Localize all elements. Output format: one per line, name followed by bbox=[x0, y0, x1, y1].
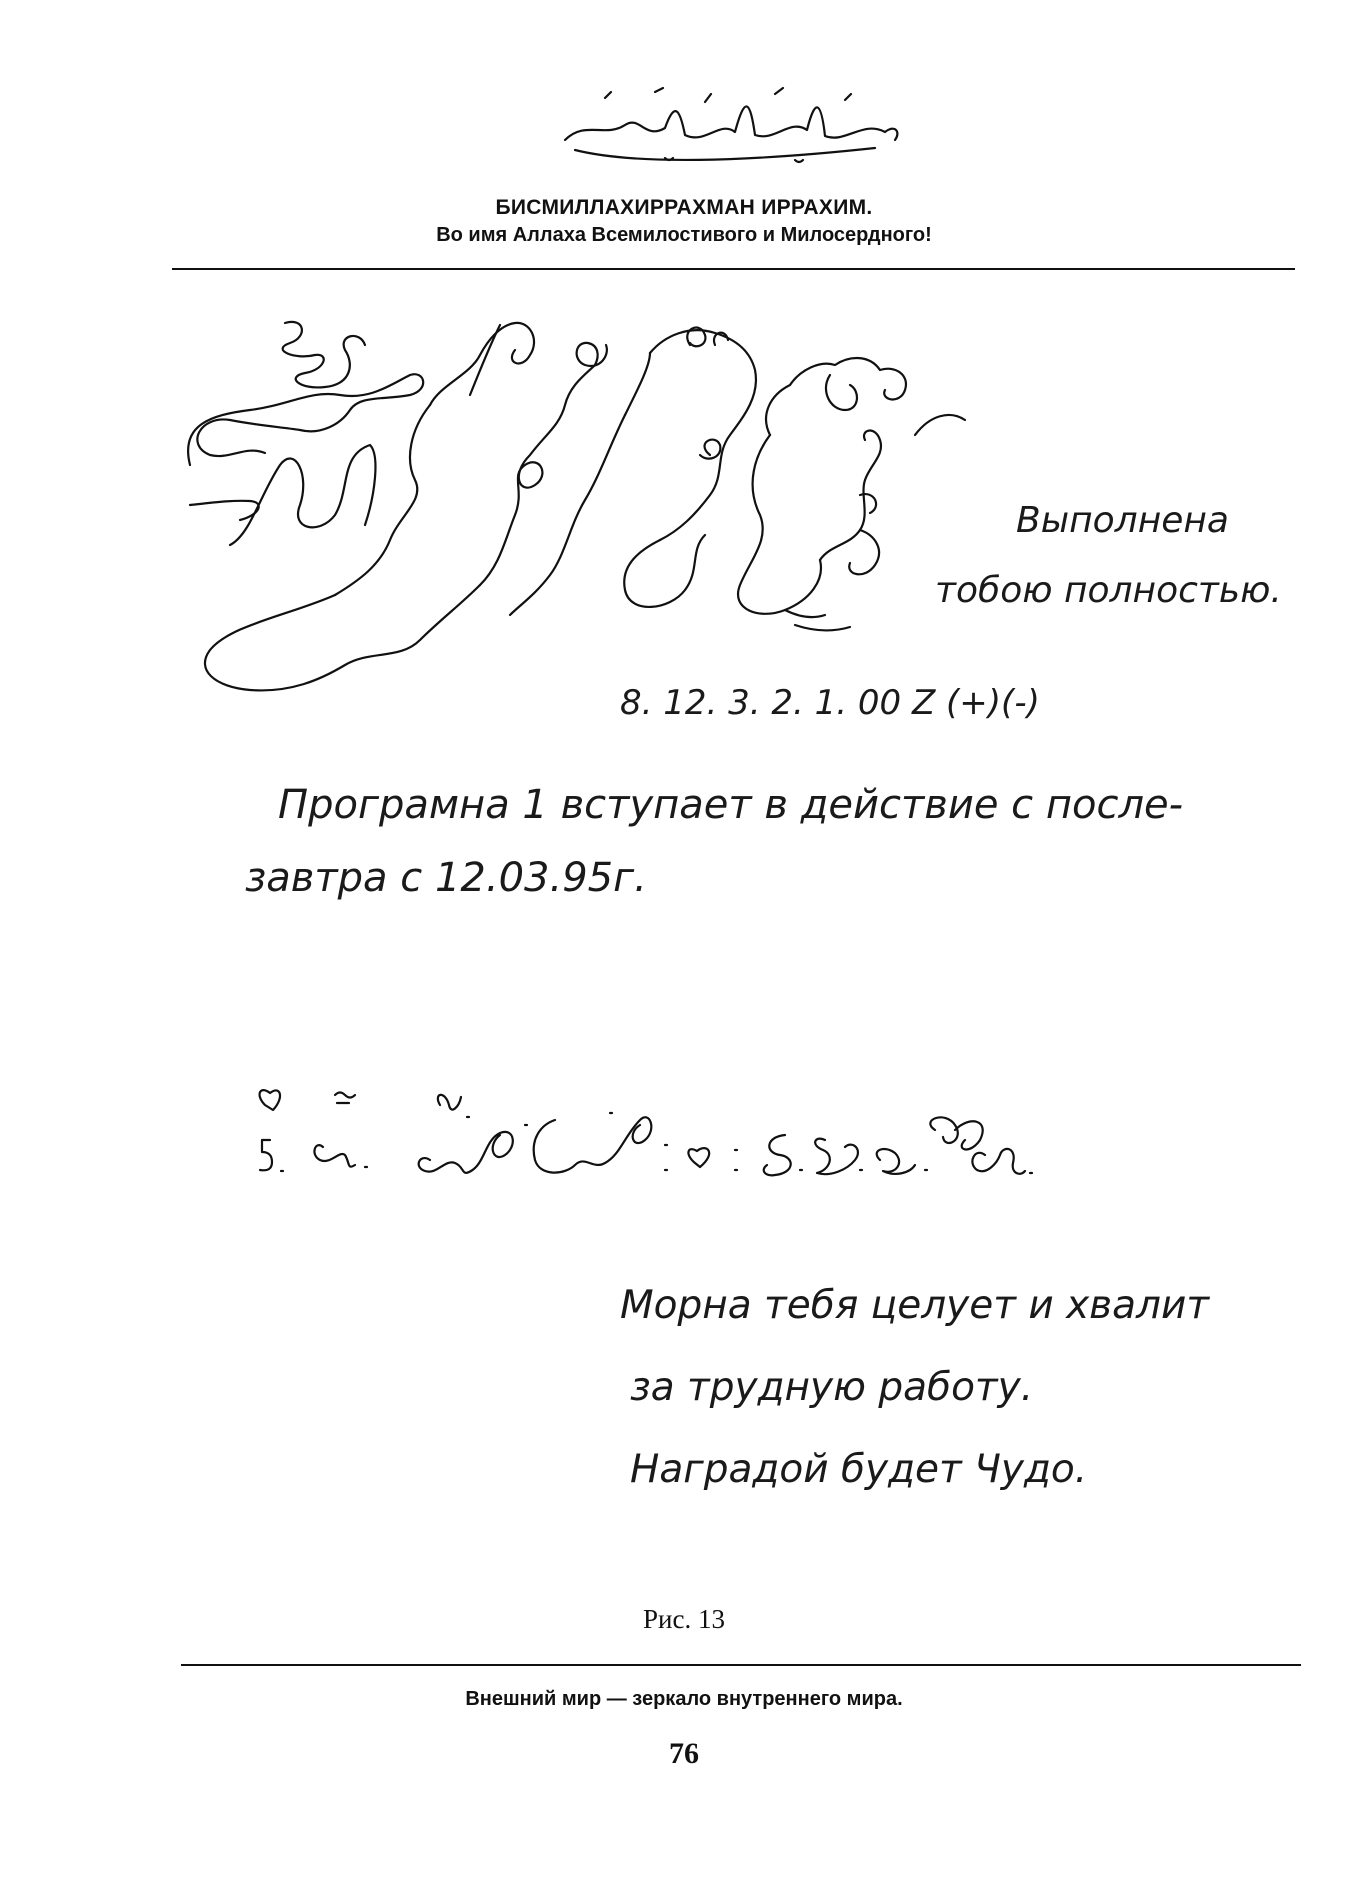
scribble-drawing bbox=[170, 315, 970, 700]
signoff-line2: за трудную работу. bbox=[630, 1365, 1034, 1410]
calligraphy-drawing bbox=[545, 80, 915, 172]
symbol-script bbox=[255, 1085, 1085, 1195]
program-line1: Програмна 1 вступает в действие с после- bbox=[278, 782, 1184, 828]
symbol-strokes bbox=[255, 1085, 1085, 1195]
signoff-line3: Наградой будет Чудо. bbox=[630, 1447, 1088, 1492]
footer-divider bbox=[181, 1664, 1301, 1666]
scribble-strokes bbox=[170, 315, 970, 700]
header-translation: Во имя Аллаха Всемилостивого и Милосердного! bbox=[436, 224, 932, 246]
header-divider bbox=[172, 268, 1295, 270]
figure-caption: Рис. 13 bbox=[643, 1604, 725, 1634]
bismillah-calligraphy bbox=[545, 80, 915, 172]
header-transliteration: БИСМИЛЛАХИРРАХМАН ИРРАХИМ. bbox=[495, 196, 873, 219]
completed-line1: Выполнена bbox=[1016, 500, 1229, 541]
completed-line2: тобою полностью. bbox=[935, 570, 1282, 611]
footer-motto: Внешний мир — зеркало внутреннего мира. bbox=[465, 1688, 903, 1710]
code-line: 8. 12. 3. 2. 1. 00 Z (+)(-) bbox=[620, 683, 1040, 723]
program-line2: завтра с 12.03.95г. bbox=[245, 855, 647, 901]
page-number: 76 bbox=[669, 1737, 699, 1770]
signoff-line1: Морна тебя целует и хвалит bbox=[620, 1283, 1210, 1328]
